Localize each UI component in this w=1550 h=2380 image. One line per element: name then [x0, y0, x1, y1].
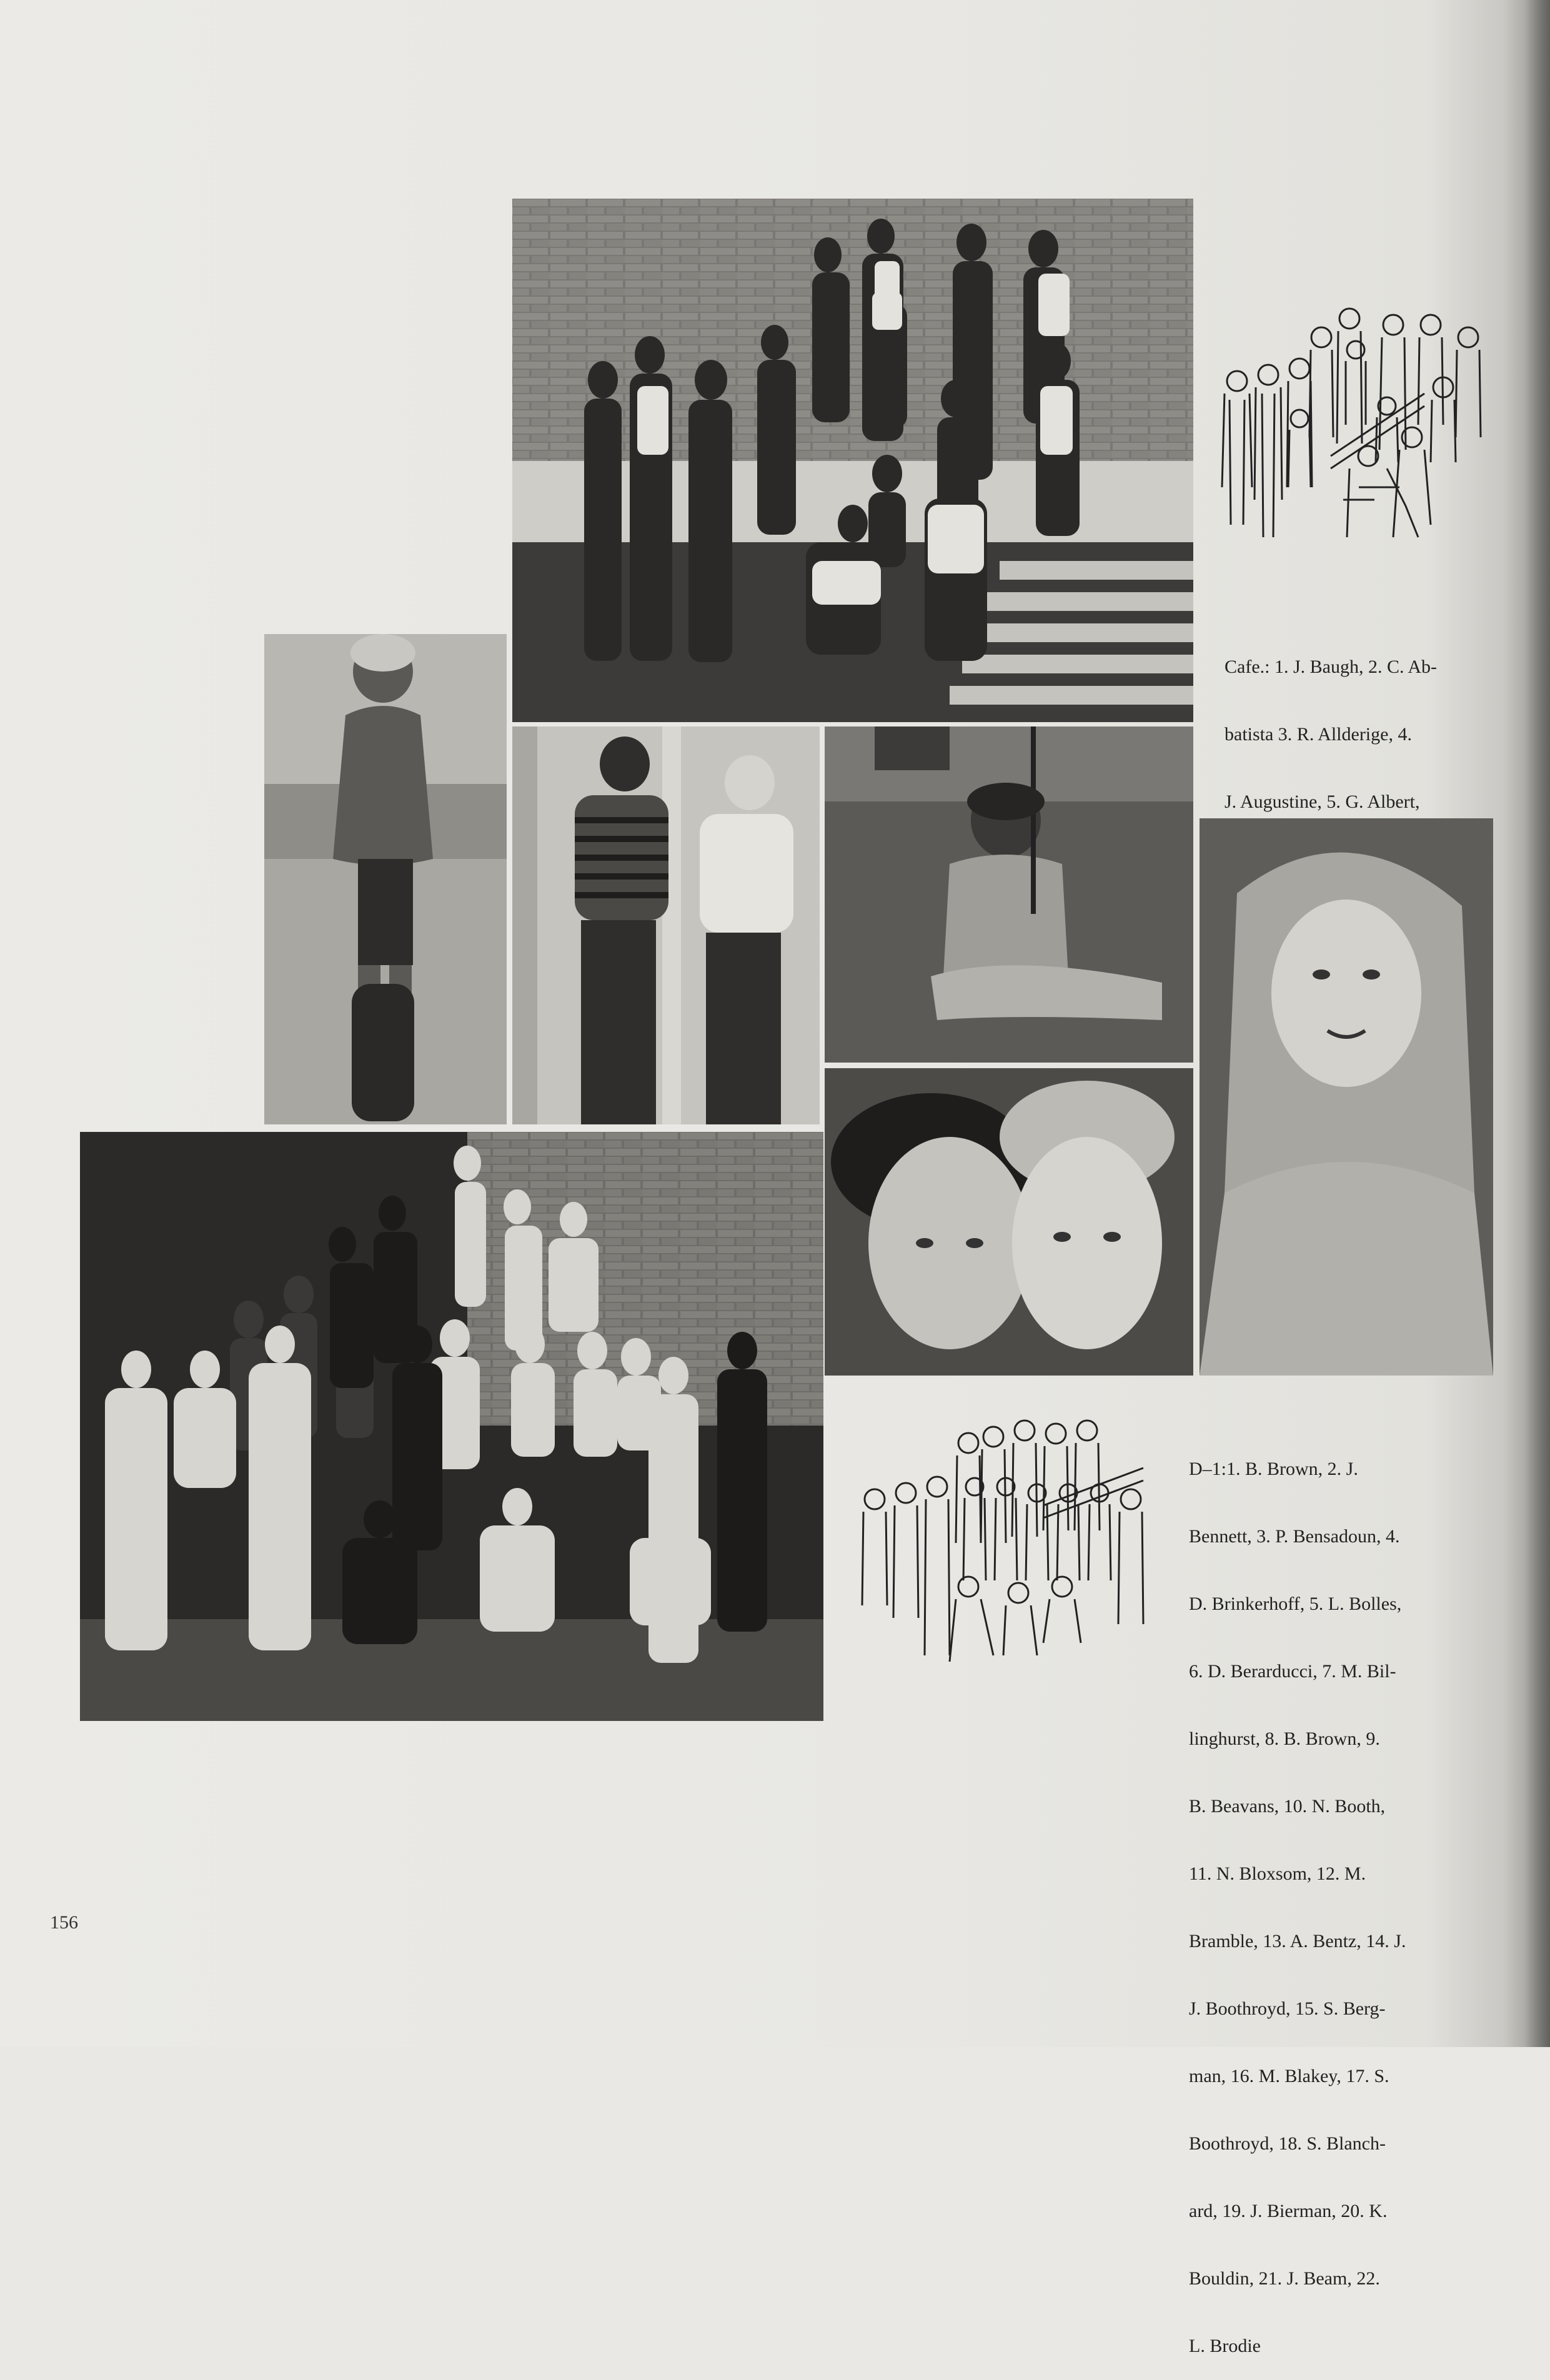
caption-line: D. Brinkerhoff, 5. L. Bolles, — [1189, 1594, 1402, 1614]
caption-line: J. Boothroyd, 15. S. Berg- — [1189, 1998, 1386, 2019]
caption-line: 11. N. Bloxsom, 12. M. — [1189, 1863, 1366, 1884]
cafe-key-drawing — [1218, 300, 1487, 575]
portrait-photo — [1200, 818, 1493, 1376]
caption-line: 6. D. Berarducci, 7. M. Bil- — [1189, 1661, 1396, 1682]
caption-line: ard, 19. J. Bierman, 20. K. — [1189, 2201, 1388, 2221]
two-faces-photo — [825, 1068, 1193, 1376]
d1-caption — [1189, 1413, 1476, 2380]
lawn-photo — [825, 726, 1193, 1063]
caption-line: J. Augustine, 5. G. Albert, — [1225, 791, 1420, 812]
caption-line: linghurst, 8. B. Brown, 9. — [1189, 1728, 1380, 1749]
binding-shadow — [1524, 0, 1550, 2047]
caption-line: Cafe.: 1. J. Baugh, 2. C. Ab- — [1225, 657, 1437, 677]
caption-line: Bouldin, 21. J. Beam, 22. — [1189, 2268, 1380, 2289]
caption-line: batista 3. R. Allderige, 4. — [1225, 724, 1412, 745]
caption-line: B. Beavans, 10. N. Booth, — [1189, 1796, 1386, 1817]
d1-key-drawing — [856, 1418, 1168, 1668]
swimmer-photo — [264, 634, 507, 1124]
caption-line: Boothroyd, 18. S. Blanch- — [1189, 2133, 1386, 2154]
caption-line: Bennett, 3. P. Bensadoun, 4. — [1189, 1526, 1400, 1547]
caption-line: D–1:1. B. Brown, 2. J. — [1189, 1459, 1358, 1479]
caption-line: L. Brodie — [1189, 2336, 1261, 2356]
caption-line: Bramble, 13. A. Bentz, 14. J. — [1189, 1931, 1406, 1951]
d1-group-photo — [80, 1132, 823, 1721]
caption-line: man, 16. M. Blakey, 17. S. — [1189, 2066, 1389, 2086]
cafe-group-photo — [512, 199, 1193, 722]
page-number: 156 — [50, 1912, 78, 1933]
hallway-photo — [512, 726, 820, 1124]
